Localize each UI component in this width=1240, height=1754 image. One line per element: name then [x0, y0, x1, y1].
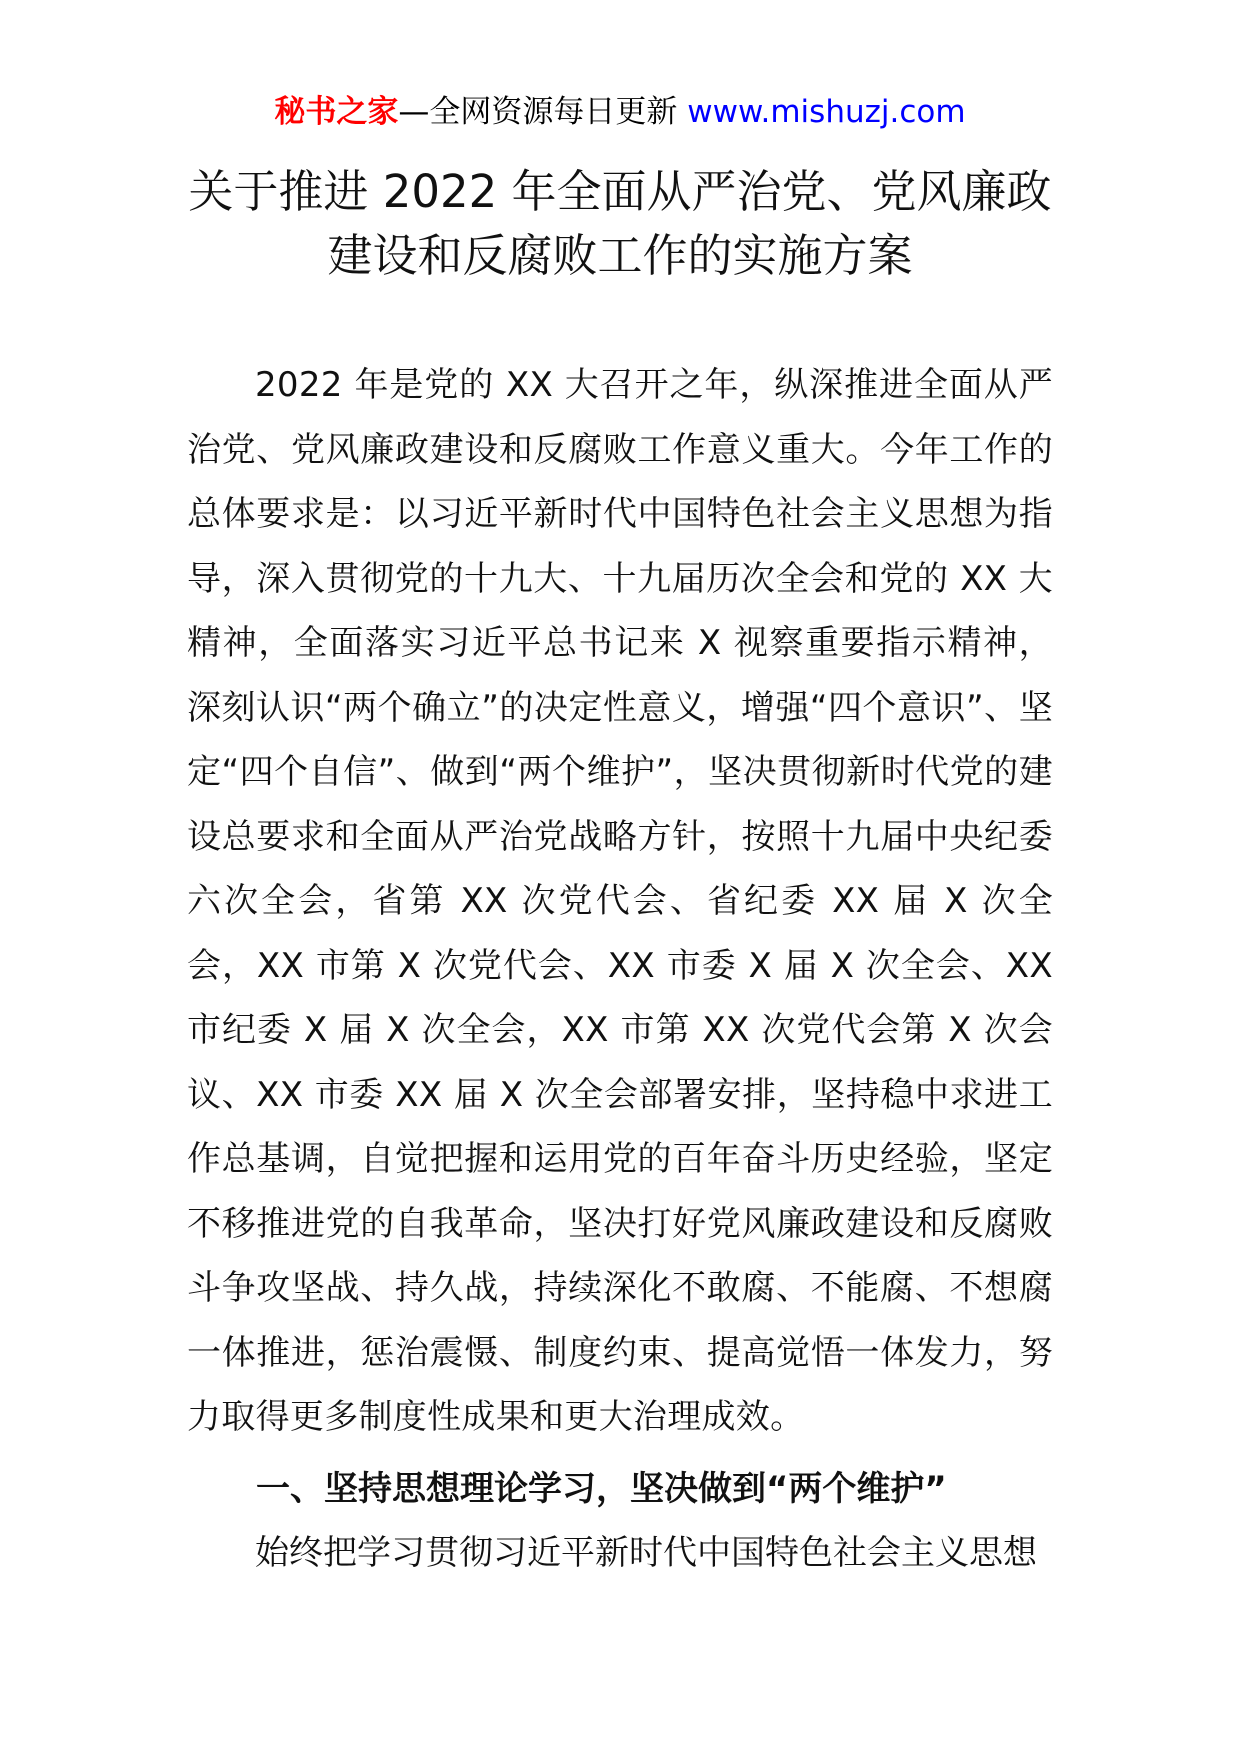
site-banner: [0, 92, 1240, 132]
site-url-link[interactable]: www.mishuzj.com: [687, 94, 966, 130]
banner-slogan: —全网资源每日更新: [398, 94, 678, 130]
section-1-paragraph: 始终把学习贯彻习近平新时代中国特色社会主义思想: [255, 1533, 1037, 1573]
title-line-1: 关于推进 2022 年全面从严治党、党风廉政: [188, 165, 1052, 218]
intro-paragraph: 2022 年是党的 XX 大召开之年，纵深推进全面从严治党、党风廉政建设和反腐败工作意义重大。今年工作的总体要求是：以习近平新时代中国特色社会主义思想为指导，深入贯彻党的十九大、十九届历次全会和党的 XX 大精神，全面落实习近平总书记来 X 视察重要指示精神，深刻认识“两个确立”的决定性意义，增强“四个意识”、坚定“四个自信”、做到“两个维护”，坚决贯彻新时代党的建设总要求和全面从严治党战略方针，按照十九届中央纪委六次全会，省第 XX 次党代会、省纪委 XX 届 X 次全会，XX 市第 X 次党代会、XX 市委 X 届 X 次全会、XX 市纪委 X 届 X 次全会，XX 市第 XX 次党代会第 X 次会议、XX 市委 XX 届 X 次全会部署安排，坚持稳中求进工作总基调，自觉把握和运用党的百年奋斗历史经验，坚定不移推进党的自我革命，坚决打好党风廉政建设和反腐败斗争攻坚战、持久战，持续深化不敢腐、不能腐、不想腐一体推进，惩治震慑、制度约束、提高觉悟一体发力，努力取得更多制度性成果和更大治理成效。: [187, 365, 1053, 1437]
brand-name: 秘书之家: [274, 94, 399, 130]
document-title: [170, 160, 1070, 288]
title-line-2: 建设和反腐败工作的实施方案: [327, 229, 913, 282]
section-heading-1: 一、坚持思想理论学习，坚决做到“两个维护”: [256, 1469, 947, 1509]
